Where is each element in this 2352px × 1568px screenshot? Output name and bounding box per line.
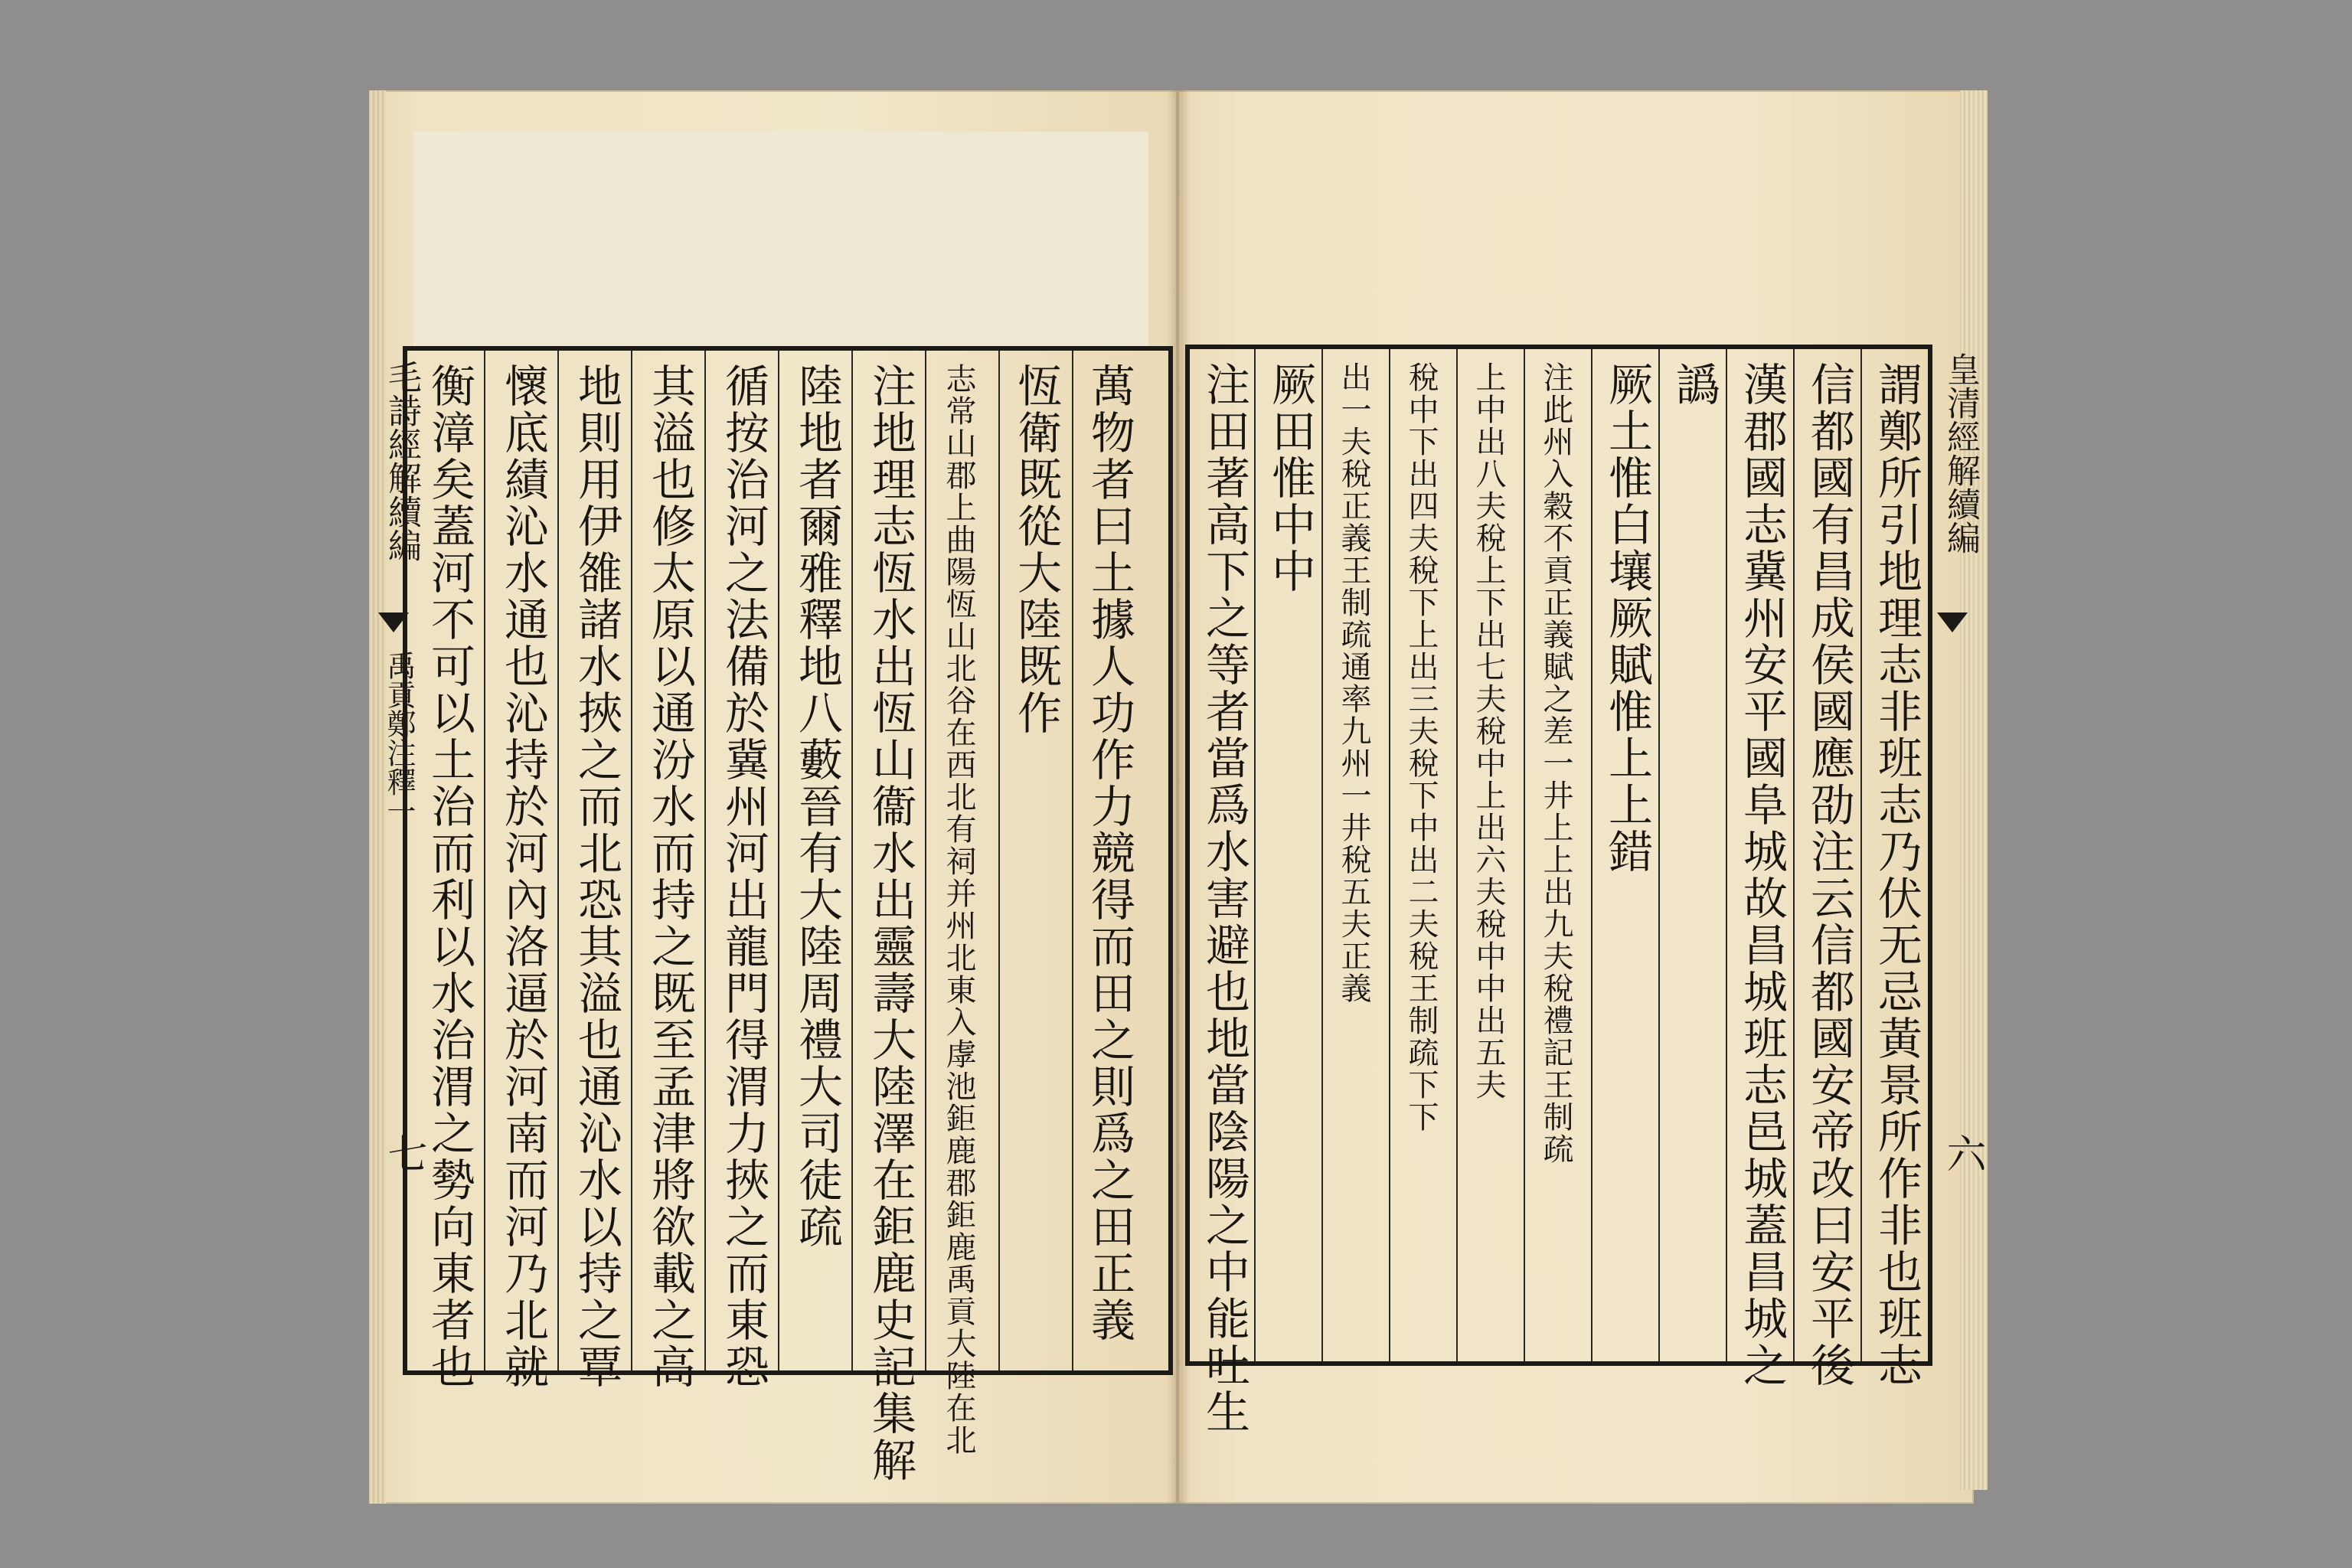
column-rule [1389, 349, 1390, 1361]
text-column: 循按治河之法備於冀州河出龍門得渭力挾之而東恐 [717, 363, 769, 1390]
text-column: 注此州入穀不貢正義賦之差一井上上出九夫稅禮記王制疏 [1538, 361, 1573, 1165]
text-column: 漢郡國志冀州安平國阜城故昌城班志邑城蓋昌城之 [1736, 361, 1788, 1389]
text-column: 出一夫稅正義王制疏通率九州一井稅五夫正義 [1336, 361, 1371, 1004]
text-column: 其溢也修太原以通汾水而持之既至孟津將欲載之高 [644, 363, 696, 1390]
text-column: 注地理志恆水出恆山衞水出靈壽大陸澤在鉅鹿史記集解 [864, 363, 916, 1484]
column-rule [925, 351, 926, 1370]
column-rule [778, 351, 779, 1370]
text-column: 陸地者爾雅釋地八藪晉有大陸周禮大司徒疏 [791, 363, 843, 1250]
text-column: 謂鄭所引地理志非班志乃伏无忌黃景所作非也班志 [1870, 361, 1922, 1389]
right-text-frame [1185, 345, 1932, 1436]
left-margin-folio: 七 [381, 1133, 426, 1173]
text-column: 懷底績沁水通也沁持於河內洛逼於河南而河乃北就 [497, 363, 549, 1390]
right-margin-title: 皇清經解續編 [1941, 352, 1980, 554]
text-column: 厥土惟白壤厥賦惟上上錯 [1601, 361, 1653, 875]
text-column: 萬物者曰土據人功作力競得而田之則爲之田正義 [1083, 363, 1135, 1344]
right-margin-folio: 六 [1939, 1133, 1985, 1173]
text-column: 厥田惟中中 [1264, 361, 1316, 595]
text-column: 上中出八夫稅上下出七夫稅中上出六夫稅中中出五夫 [1471, 361, 1506, 1101]
column-rule [704, 351, 706, 1370]
column-rule [1524, 349, 1525, 1361]
text-column: 信都國有昌成侯國應劭注云信都國安帝改曰安平後 [1803, 361, 1855, 1389]
text-column: 志常山郡上曲陽恆山北谷在西北有祠并州北東入虖池鉅鹿郡鉅鹿禹貢大陸在北 [941, 363, 976, 1456]
text-column: 衡漳矣蓋河不可以土治而利以水治渭之勢向東者也 [423, 363, 475, 1390]
column-rule [1726, 349, 1727, 1361]
column-rule [1793, 349, 1795, 1361]
column-rule [631, 351, 632, 1370]
text-column: 地則用伊雒諸水挾之而北恐其溢也通沁水以持之覃 [570, 363, 622, 1390]
left-margin-title: 毛詩經解續編 [382, 360, 421, 562]
right-page-edges [1960, 90, 1988, 1490]
text-column: 稅中下出四夫稅下上出三夫稅下中出二夫稅王制疏下下 [1403, 361, 1439, 1133]
column-rule [1456, 349, 1458, 1361]
left-margin-section: 禹貢鄭注釋一 [382, 651, 416, 825]
left-page-blank-top [413, 132, 1148, 348]
column-rule [1658, 349, 1660, 1361]
column-rule [998, 351, 1000, 1370]
column-rule [1591, 349, 1592, 1361]
column-rule [484, 351, 485, 1370]
text-column: 注田著高下之等者當爲水害避也地當陰陽之中能吐生 [1198, 361, 1250, 1436]
text-column: 譌 [1668, 361, 1720, 408]
column-rule [1860, 349, 1862, 1361]
column-rule [1254, 349, 1256, 1361]
left-text-frame [403, 346, 1173, 1484]
column-rule [1321, 349, 1323, 1361]
column-rule [1072, 351, 1073, 1370]
text-column: 恆衛既從大陸既作 [1010, 363, 1062, 737]
column-rule [851, 351, 853, 1370]
column-rule [557, 351, 559, 1370]
